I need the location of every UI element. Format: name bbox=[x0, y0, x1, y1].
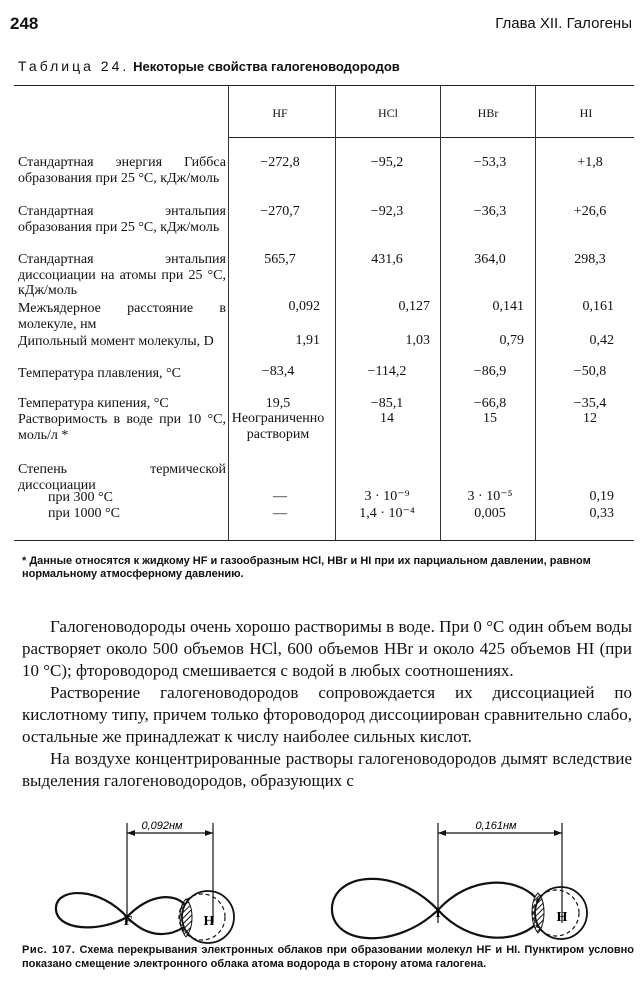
orbital-overlap-figure bbox=[0, 795, 642, 945]
hi-distance-label: 0,161нм bbox=[475, 820, 517, 832]
figure-caption bbox=[22, 944, 634, 971]
table-header-rule bbox=[228, 137, 634, 138]
row-param-distance: Межъядерное расстояние в молекуле, нм bbox=[18, 301, 226, 332]
cell-melting-hi: −50,8 bbox=[573, 364, 607, 379]
row-param-solubility: Растворимость в воде при 10 °С, моль/л * bbox=[18, 412, 226, 443]
cell-dipole-hf: 1,91 bbox=[295, 333, 320, 348]
cell-boiling-hi: −35,4 bbox=[573, 396, 607, 411]
hf-molecule bbox=[56, 820, 234, 943]
row-param-boiling: Температура кипения, °С bbox=[18, 396, 169, 411]
cell-300c-hf: — bbox=[273, 489, 287, 504]
cell-solubility-hcl: 14 bbox=[380, 411, 394, 426]
table-caption bbox=[18, 58, 400, 74]
cell-enthalpy-hf: −270,7 bbox=[260, 204, 300, 219]
cell-dissociation-hi: 298,3 bbox=[574, 252, 606, 267]
table-divider-2 bbox=[335, 86, 336, 540]
cell-melting-hcl: −114,2 bbox=[367, 364, 407, 379]
cell-dipole-hbr: 0,79 bbox=[499, 333, 524, 348]
column-header-hbr: HBr bbox=[477, 106, 499, 120]
body-paragraph-1: Галогеноводороды очень хорошо растворимы в воде. При 0 °С один объем воды растворяет около 500 объемов HCl, 600 объемов HBr и около 425 объемов HI (при 10 °С); фтороводород смешивается с водой в любых соотношениях. bbox=[22, 617, 632, 680]
cell-enthalpy-hi: +26,6 bbox=[573, 204, 607, 219]
cell-boiling-hcl: −85,1 bbox=[370, 396, 404, 411]
f-orbital-lower bbox=[127, 917, 184, 934]
cell-300c-hbr: 3 · 10⁻⁵ bbox=[467, 489, 513, 504]
cell-melting-hf: −83,4 bbox=[261, 364, 295, 379]
i-orbital-lower bbox=[438, 910, 535, 938]
table-bottom-rule bbox=[14, 540, 634, 541]
hi-arrow-right bbox=[554, 830, 562, 836]
row-param-1000c: при 1000 °С bbox=[48, 506, 120, 521]
row-param-300c: при 300 °С bbox=[48, 490, 113, 505]
cell-dipole-hi: 0,42 bbox=[589, 333, 614, 348]
row-param-melting: Температура плавления, °С bbox=[18, 366, 181, 381]
cell-distance-hbr: 0,141 bbox=[492, 299, 524, 314]
cell-dissociation-hcl: 431,6 bbox=[371, 252, 403, 267]
cell-1000c-hi: 0,33 bbox=[589, 506, 614, 521]
figure-caption-text: Схема перекрывания электронных облаков при образовании молекул HF и HI. Пунктиром условно показано смещение электронного облака атома водорода в сторону атома галогена. bbox=[22, 944, 634, 970]
f-orbital-lobes bbox=[56, 893, 185, 927]
cell-boiling-hf: 19,5 bbox=[265, 396, 291, 411]
table-divider-1 bbox=[228, 86, 229, 540]
column-header-hi: HI bbox=[579, 106, 593, 120]
atom-f-label: F bbox=[123, 914, 133, 929]
table-title: Некоторые свойства галогеноводородов bbox=[133, 59, 400, 74]
page-number: 248 bbox=[10, 14, 39, 33]
hf-arrow-left bbox=[127, 830, 135, 836]
cell-melting-hbr: −86,9 bbox=[473, 364, 507, 379]
cell-gibbs-hf: −272,8 bbox=[260, 155, 300, 170]
atom-h-label-hi: H bbox=[556, 910, 568, 925]
row-param-dissociation: Стандартная энтальпия диссоциации на атомы при 25 °С, кДж/моль bbox=[18, 252, 226, 298]
cell-solubility-hf: Неограниченно растворим bbox=[231, 411, 325, 442]
cell-distance-hcl: 0,127 bbox=[398, 299, 430, 314]
cell-1000c-hcl: 1,4 · 10⁻⁴ bbox=[359, 506, 415, 521]
row-param-thermal-dissociation: Степень термической диссоциации bbox=[18, 462, 226, 493]
cell-300c-hi: 0,19 bbox=[589, 489, 614, 504]
atom-i-label: I bbox=[435, 906, 441, 921]
hf-arrow-right bbox=[205, 830, 213, 836]
cell-enthalpy-hbr: −36,3 bbox=[473, 204, 507, 219]
figure-number: Рис. 107. bbox=[22, 944, 76, 956]
cell-distance-hf: 0,092 bbox=[288, 299, 320, 314]
cell-300c-hcl: 3 · 10⁻⁹ bbox=[364, 489, 410, 504]
cell-gibbs-hi: +1,8 bbox=[577, 155, 603, 170]
table-footnote: * Данные относятся к жидкому HF и газообразным HCl, HBr и HI при их парциальном давлении, равном нормальному атмосферному давлению. bbox=[22, 555, 591, 580]
cell-gibbs-hcl: −95,2 bbox=[370, 155, 404, 170]
cell-solubility-hbr: 15 bbox=[483, 411, 497, 426]
body-paragraph-3: На воздухе концентрированные растворы галогеноводородов дымят вследствие выделения галогеноводородов, образующих с bbox=[22, 749, 632, 790]
table-label: Таблица 24. bbox=[18, 58, 130, 74]
row-param-dipole: Дипольный момент молекулы, D bbox=[18, 334, 214, 349]
cell-gibbs-hbr: −53,3 bbox=[473, 155, 507, 170]
row-param-gibbs: Стандартная энергия Гиббса образования при 25 °С, кДж/моль bbox=[18, 155, 226, 186]
hi-arrow-left bbox=[438, 830, 446, 836]
hf-distance-label: 0,092нм bbox=[141, 820, 183, 832]
cell-enthalpy-hcl: −92,3 bbox=[370, 204, 404, 219]
chapter-title: Глава XII. Галогены bbox=[495, 15, 632, 32]
column-header-hf: HF bbox=[272, 106, 288, 120]
table-top-rule bbox=[14, 85, 634, 86]
body-paragraph-2: Растворение галогеноводородов сопровождается их диссоциацией по кислотному типу, причем только фтороводород диссоциирован сравнительно слабо, остальные же принадлежат к числу наиболее сильных кислот. bbox=[22, 683, 632, 746]
atom-h-label-hf: H bbox=[203, 914, 215, 929]
cell-1000c-hbr: 0,005 bbox=[474, 506, 506, 521]
cell-dissociation-hbr: 364,0 bbox=[474, 252, 506, 267]
hi-molecule bbox=[332, 820, 587, 939]
cell-boiling-hbr: −66,8 bbox=[473, 396, 507, 411]
cell-1000c-hf: — bbox=[273, 506, 287, 521]
running-head bbox=[10, 14, 632, 36]
column-header-hcl: HCl bbox=[377, 106, 398, 120]
i-orbital-lobes bbox=[332, 879, 535, 938]
row-param-enthalpy: Стандартная энтальпия образования при 25 °С, кДж/моль bbox=[18, 204, 226, 235]
cell-dipole-hcl: 1,03 bbox=[405, 333, 430, 348]
cell-dissociation-hf: 565,7 bbox=[264, 252, 296, 267]
cell-distance-hi: 0,161 bbox=[582, 299, 614, 314]
cell-solubility-hi: 12 bbox=[583, 411, 597, 426]
